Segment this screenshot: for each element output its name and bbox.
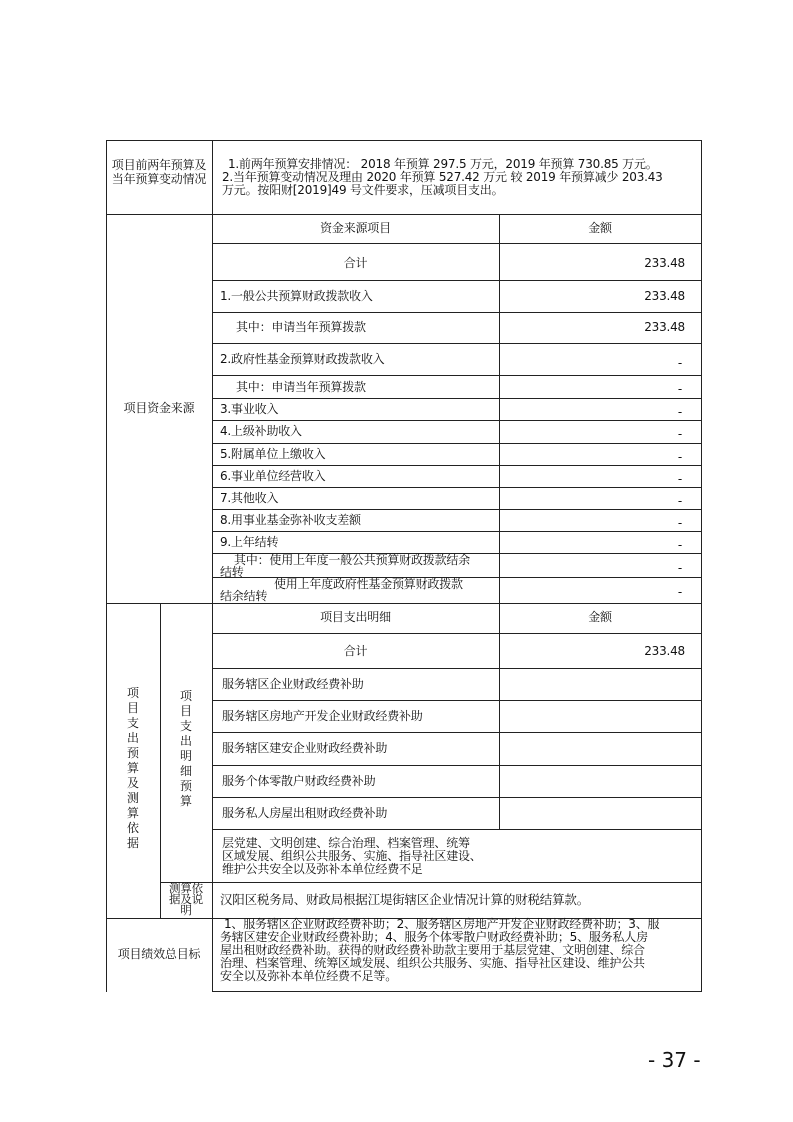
funding-section-label: 项目资金来源 (123, 401, 195, 415)
expense-item: 服务个体零散户财政经费补助 (222, 774, 376, 788)
funding-row-item: 6.事业单位经营收入 (220, 469, 326, 483)
expense-header-item: 项目支出明细 (320, 610, 391, 624)
basis-text: 汉阳区税务局、财政局根据江堤街辖区企业情况计算的财税结算款。 (220, 892, 590, 907)
funding-row-item: 其中：申请当年预算拨款 (236, 320, 366, 334)
goal-line-3: 屋出租财政经费补助。获得的财政经费补助款主要用于基层党建、文明创建、综合 (220, 943, 645, 957)
goal-line-5: 安全以及弥补本单位经费不足等。 (220, 969, 398, 983)
funding-row-item: 2.政府性基金预算财政拨款收入 (220, 352, 385, 366)
summary-line-3: 万元。按阳财[2019]49 号文件要求，压减项目支出。 (222, 183, 504, 197)
goal-label: 项目绩效总目标 (117, 947, 201, 961)
funding-row-amount: - (677, 382, 682, 396)
expense-item: 服务辖区企业财政经费补助 (222, 677, 364, 691)
expense-item: 服务辖区建安企业财政经费补助 (222, 741, 388, 755)
funding-row-amount: - (677, 405, 682, 419)
summary-line-2: 2.当年预算变动情况及理由 2020 年预算 527.42 万元 较 2019 年预算减少 203.43 (222, 170, 663, 184)
funding-carry2-amount: - (677, 585, 682, 599)
funding-carry2-line-b: 结余结转 (220, 589, 268, 603)
funding-row-item: 其中：申请当年预算拨款 (236, 380, 366, 394)
funding-row-item: 3.事业收入 (220, 402, 279, 416)
funding-row-amount: - (677, 494, 682, 508)
expense-header-amount: 金额 (588, 610, 612, 624)
page-number: - 37 - (648, 1048, 701, 1072)
funding-row-amount: - (677, 538, 682, 552)
goal-line-4: 治理、档案管理、统筹区域发展、组织公共服务、实施、指导社区建设、维护公共 (220, 956, 645, 970)
expense-outer-label: 项目支出预算及测算依据 (126, 686, 139, 850)
funding-row-item: 1.一般公共预算财政拨款收入 (220, 289, 373, 303)
funding-row-amount: - (677, 450, 682, 464)
funding-row-amount: 233.48 (644, 320, 685, 334)
funding-carry1-amount: - (677, 561, 682, 575)
funding-row-amount: - (677, 427, 682, 441)
expense-total-amount: 233.48 (644, 644, 685, 658)
funding-row-item: 5.附属单位上缴收入 (220, 447, 326, 461)
funding-row-amount: 233.48 (644, 256, 685, 270)
funding-row-amount: - (677, 356, 682, 370)
funding-header-item: 资金来源项目 (320, 221, 391, 235)
funding-row-amount: - (677, 516, 682, 530)
summary-label: 项目前两年预算及当年预算变动情况 (111, 158, 207, 186)
goal-line-1: 1、服务辖区企业财政经费补助；2、服务辖区房地产开发企业财政经费补助；3、服 (224, 917, 660, 931)
funding-row-amount: 233.48 (644, 289, 685, 303)
funding-carry1-line-a: 其中：使用上年度一般公共预算财政拨款结余 (234, 553, 471, 567)
expense-inner-label: 项目支出明细预算 (179, 689, 192, 808)
summary-line-1: 1.前两年预算安排情况： 2018 年预算 297.5 万元，2019 年预算 730.85 万元。 (228, 157, 658, 171)
basis-label: 测算依据及说明 (169, 881, 203, 917)
funding-row-amount: - (677, 472, 682, 486)
goal-line-2: 务辖区建安企业财政经费补助；4、服务个体零散户财政经费补助；5、服务私人房 (220, 930, 648, 944)
expense-item: 服务私人房屋出租财政经费补助 (222, 806, 388, 820)
funding-row-item: 7.其他收入 (220, 491, 279, 505)
expense-purpose-line-3: 维护公共安全以及弥补本单位经费不足 (222, 862, 423, 876)
funding-row-item: 8.用事业基金弥补收支差额 (220, 513, 361, 527)
funding-row-item: 4.上级补助收入 (220, 424, 302, 438)
expense-purpose-line-1: 层党建、文明创建、综合治理、档案管理、统筹 (222, 836, 470, 850)
expense-purpose-line-2: 区域发展、组织公共服务、实施、指导社区建设、 (222, 849, 482, 863)
funding-row-item: 9.上年结转 (220, 535, 279, 549)
funding-header-amount: 金额 (588, 221, 612, 235)
expense-total-label: 合计 (343, 644, 368, 658)
funding-carry1-line-b: 结转 (220, 565, 244, 579)
funding-row-item: 合计 (343, 256, 368, 270)
expense-item: 服务辖区房地产开发企业财政经费补助 (222, 709, 423, 723)
funding-carry2-line-a: 使用上年度政府性基金预算财政拨款 (274, 577, 463, 591)
